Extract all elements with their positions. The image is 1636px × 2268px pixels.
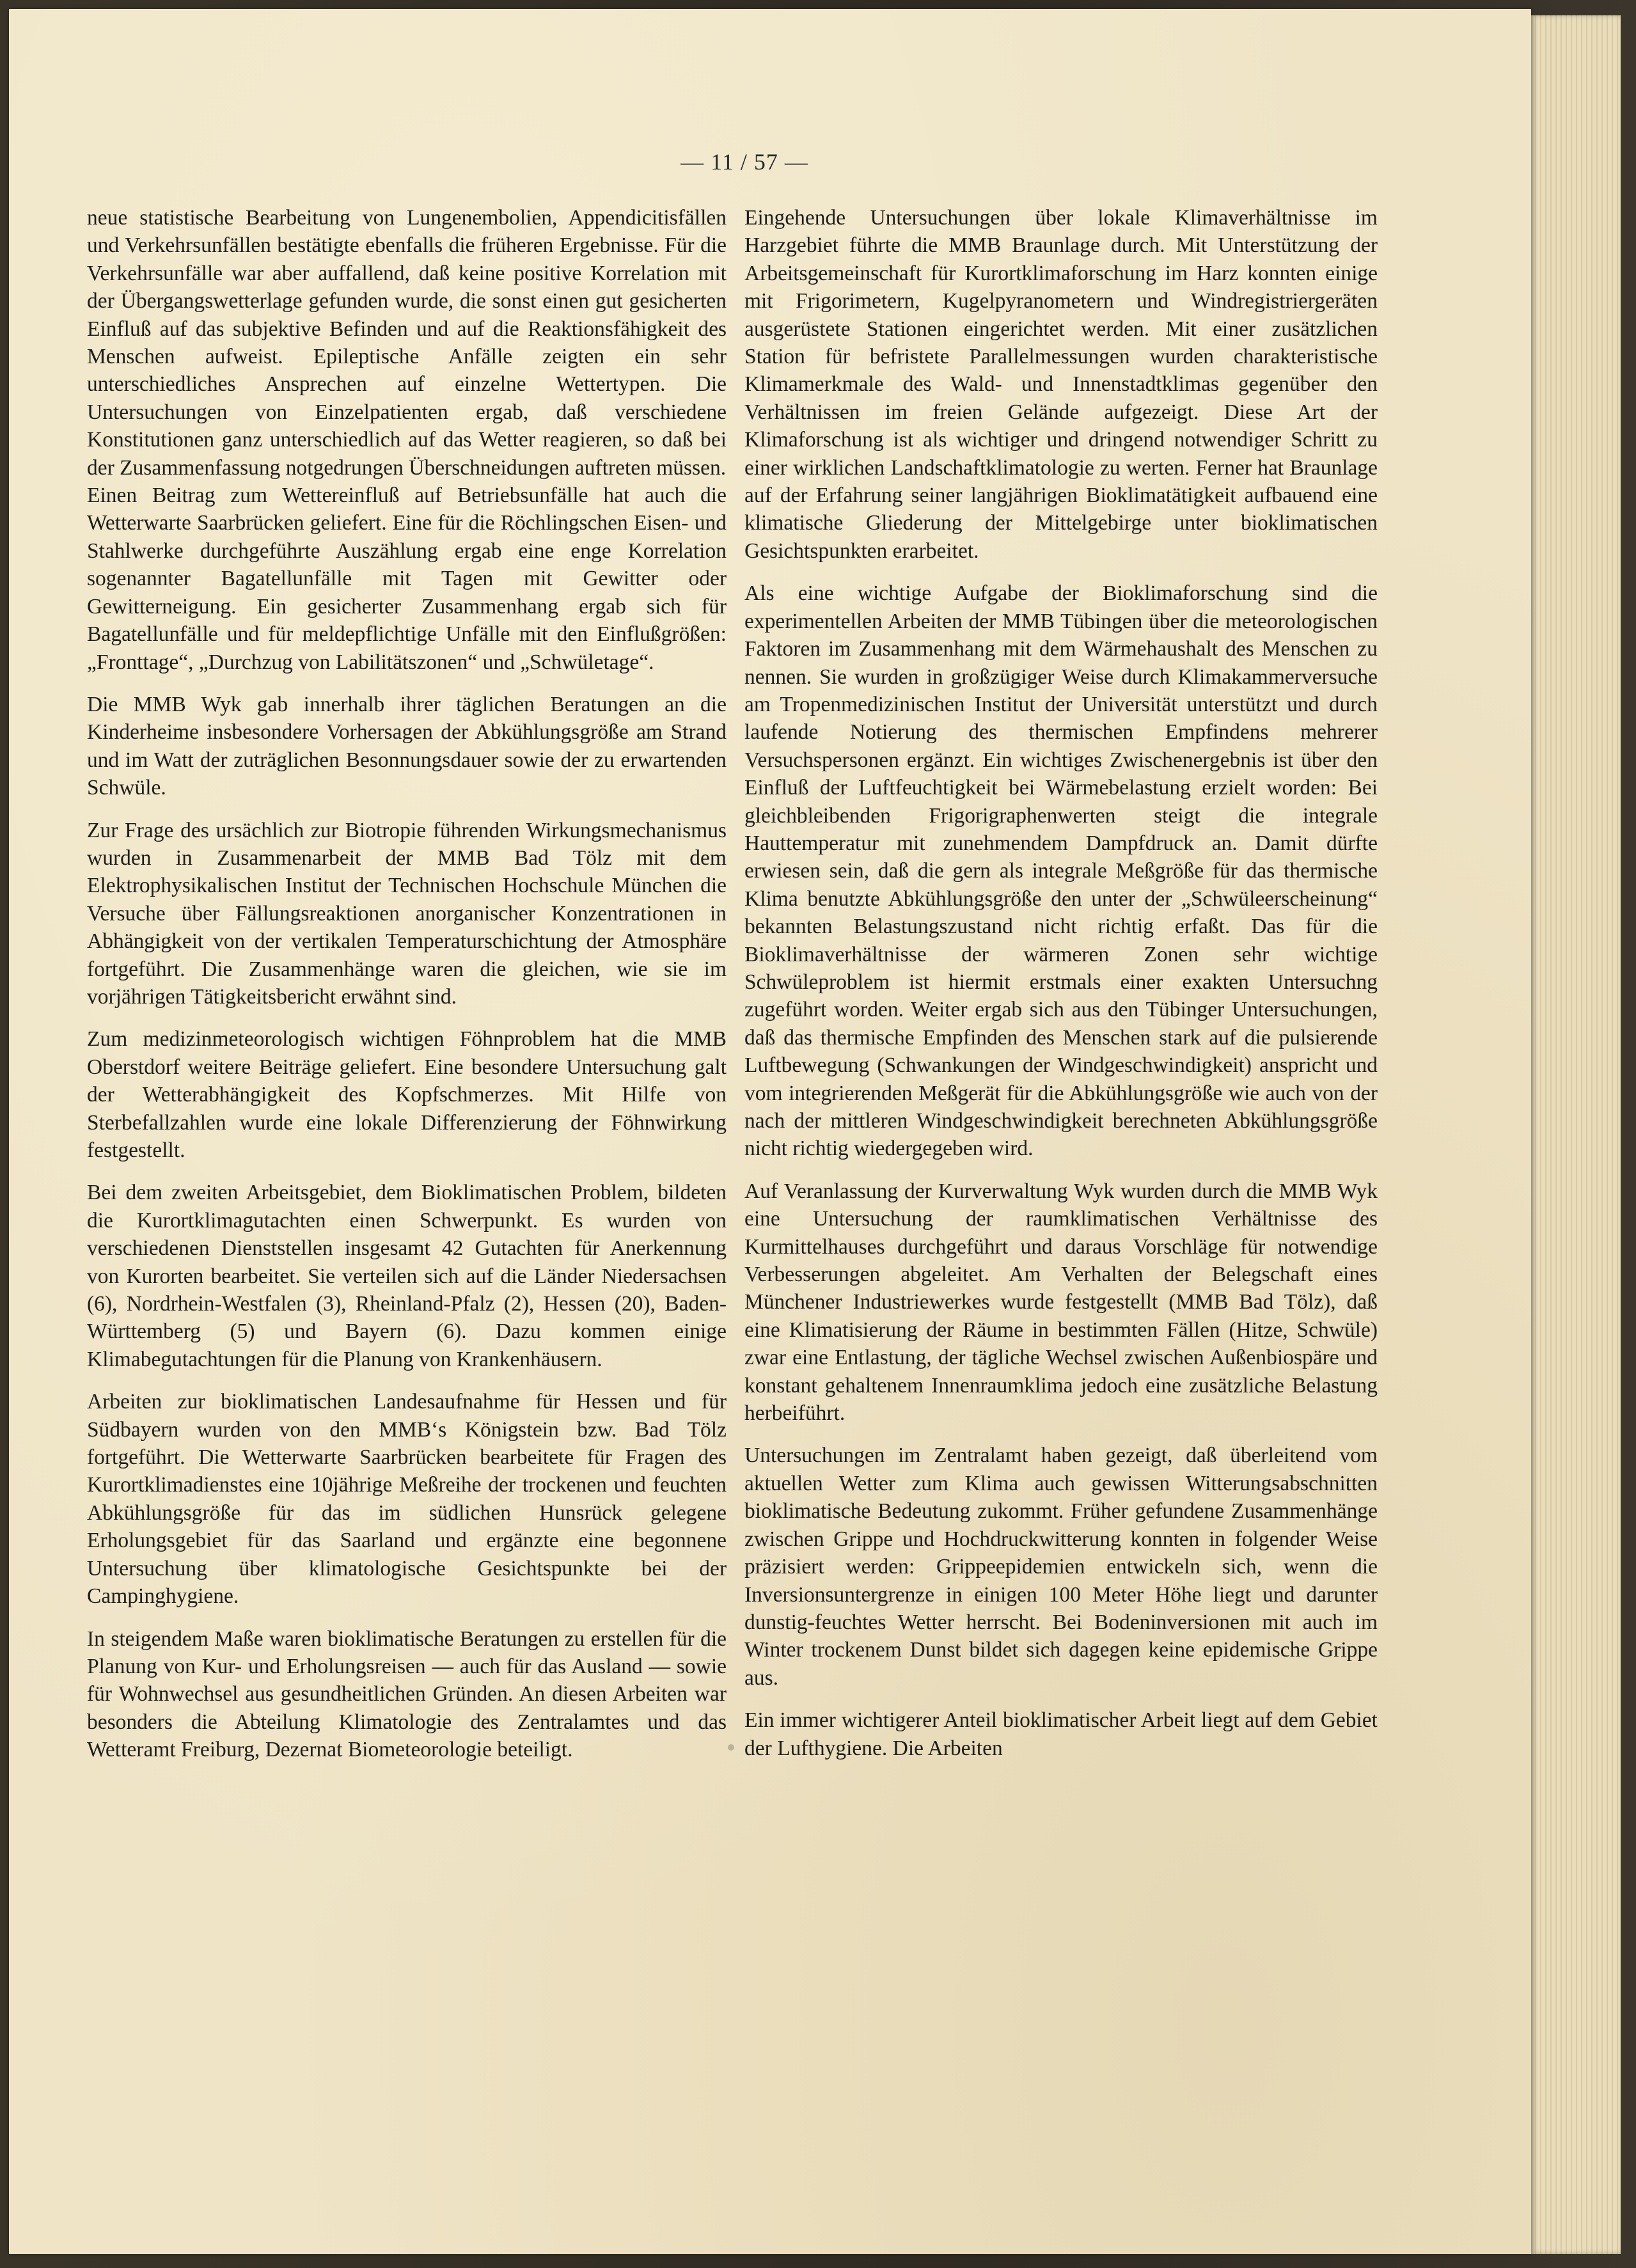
paragraph: Zum medizinmeteorologisch wichtigen Föhnproblem hat die MMB Oberstdorf weitere Beiträge geliefert. Eine besondere Untersuchung galt der Wetterabhängigkeit des Kopfschmerzes. Mit Hilfe von Sterbefallzahlen wurde eine lokale Differenzierung der Föhnwirkung festgestellt. xyxy=(87,1027,727,1162)
paragraph: Ein immer wichtigerer Anteil bioklimatischer Arbeit liegt auf dem Gebiet der Lufthygiene. Die Arbeiten xyxy=(744,1708,1378,1760)
paragraph: Auf Veranlassung der Kurverwaltung Wyk wurden durch die MMB Wyk eine Untersuchung der raumklimatischen Verhältnisse des Kurmittelhauses durchgeführt und daraus Vorschläge für notwendige Verbesserungen abgeleitet. Am Verhalten der Belegschaft eines Münchener Industriewerkes wurde festgestellt (MMB Bad Tölz), daß eine Klimatisierung der Räume in bestimmten Fällen (Hitze, Schwüle) zwar eine Entlastung, der tägliche Wechsel zwischen Außenbiospäre und konstant gehaltenem Innenraumklima jedoch eine zusätzliche Belastung herbeiführt. xyxy=(744,1179,1378,1426)
right-column xyxy=(744,204,1378,1777)
paragraph: neue statistische Bearbeitung von Lungenembolien, Appendicitisfällen und Verkehrsunfällen bestätigte ebenfalls die früheren Ergebnisse. Für die Verkehrsunfälle war aber auffallend, daß keine positive Korrelation mit der Übergangswetterlage gefunden wurde, die sonst einen gut gesicherten Einfluß auf das subjektive Befinden und auf die Reaktionsfähigkeit des Menschen aufweist. Epileptische Anfälle zeigten ein sehr unterschiedliches Ansprechen auf einzelne Wettertypen. Die Untersuchungen von Einzelpatienten ergab, daß verschiedene Konstitutionen ganz unterschiedlich auf das Wetter reagieren, so daß bei der Zusammenfassung notgedrungen Überschneidungen auftreten müssen. xyxy=(87,206,727,480)
paragraph: Zur Frage des ursächlich zur Biotropie führenden Wirkungsmechanismus wurden in Zusammenarbeit der MMB Bad Tölz mit dem Elektrophysikalischen Institut der Technischen Hochschule München die Versuche über Fällungsreaktionen anorganischer Konzentrationen in Abhängigkeit von der vertikalen Temperaturschichtung der Atmosphäre fortgeführt. Die Zusammenhänge waren die gleichen, wie sie im vorjährigen Tätigkeitsbericht erwähnt sind. xyxy=(87,818,727,1009)
paragraph: Untersuchungen im Zentralamt haben gezeigt, daß überleitend vom aktuellen Wetter zum Klima auch gewissen Witterungsabschnitten bioklimatische Bedeutung zukommt. Früher gefundene Zusammenhänge zwischen Grippe und Hochdruckwitterung konnten in folgender Weise präzisiert werden: Grippeepidemien entwickeln sich, wenn die Inversionsuntergrenze in einigen 100 Meter Höhe liegt und darunter dunstig-feuchtes Wetter herrscht. Bei Bodeninversionen mit auch im Winter trockenem Dunst bildet sich dagegen keine epidemische Grippe aus. xyxy=(744,1444,1378,1690)
paragraph: Eingehende Untersuchungen über lokale Klimaverhältnisse im Harzgebiet führte die MMB Braunlage durch. Mit Unterstützung der Arbeitsgemeinschaft für Kurortklimaforschung im Harz konnten einige mit Frigorimetern, Kugelpyranometern und Windregistriergeräten ausgerüstete Stationen eingerichtet werden. Mit einer zusätzlichen Station für befristete Parallelmessungen wurden charakteristische Klimamerkmale des Wald- und Innenstadtklimas gegenüber den Verhältnissen im freien Gelände aufgezeigt. Diese Art der Klimaforschung ist als wichtiger und dringend notwendiger Schritt zu einer wirklichen Landschaftklimatologie zu werten. Ferner hat Braunlage auf der Erfahrung seiner langjährigen Bioklimatätigkeit aufbauend eine klimatische Gliederung der Mittelgebirge unter bioklimatischen Gesichtspunkten erarbeitet. xyxy=(744,206,1378,563)
document-page xyxy=(9,9,1531,2254)
left-column xyxy=(87,204,727,1779)
paragraph: In steigendem Maße waren bioklimatische Beratungen zu erstellen für die Planung von Kur- und Erholungsreisen — auch für das Ausland — sowie für Wohnwechsel aus gesundheitlichen Gründen. An diesen Arbeiten war besonders die Abteilung Klimatologie des Zentralamtes und das Wetteramt Freiburg, Dezernat Biometeorologie beteiligt. xyxy=(87,1626,727,1762)
scan-smudge xyxy=(728,1744,734,1751)
paragraph: Einen Beitrag zum Wettereinfluß auf Betriebsunfälle hat auch die Wetterwarte Saarbrücken geliefert. Eine für die Röchlingschen Eisen- und Stahlwerke durchgeführte Auszählung ergab eine enge Korrelation sogenannter Bagatellunfälle mit Tagen mit Gewitter oder Gewitterneigung. Ein gesicherter Zusammenhang ergab sich für Bagatellunfälle und für meldepflichtige Unfälle mit den Einflußgrößen: „Fronttage“, „Durchzug von Labilitätszonen“ und „Schwületage“. xyxy=(87,484,727,674)
paragraph: Die MMB Wyk gab innerhalb ihrer täglichen Beratungen an die Kinderheime insbesondere Vorhersagen der Abkühlungsgröße am Strand und im Watt der zuträglichen Besonnungsdauer sowie der zu erwartenden Schwüle. xyxy=(87,692,727,800)
page-edge-stack xyxy=(1531,15,1621,2254)
page-number: — 11 / 57 — xyxy=(680,149,808,175)
paragraph: Arbeiten zur bioklimatischen Landesaufnahme für Hessen und für Südbayern wurden von den MMB‘s Königstein bzw. Bad Tölz fortgeführt. Die Wetterwarte Saarbrücken bearbeitete für Fragen des Kurortklimadienstes eine 10jährige Meßreihe der trockenen und feuchten Abkühlungsgröße für das im südlichen Hunsrück gelegene Erholungsgebiet für das Saarland und ergänzte eine begonnene Untersuchung über klimatologische Gesichtspunkte bei der Campinghygiene. xyxy=(87,1390,727,1609)
paragraph: Als eine wichtige Aufgabe der Bioklimaforschung sind die experimentellen Arbeiten der MMB Tübingen über die meteorologischen Faktoren im Zusammenhang mit dem Wärmehaushalt des Menschen zu nennen. Sie wurden in großzügiger Weise durch Klimakammerversuche am Tropenmedizinischen Institut der Universität unterstützt und durch laufende Notierung des thermischen Empfindens mehrerer Versuchspersonen ergänzt. Ein wichtiges Zwischenergebnis ist über den Einfluß der Luftfeuchtigkeit bei Wärmebelastung erzielt worden: Bei gleichbleibenden Frigorigraphenwerten steigt die integrale Hauttemperatur mit zunehmendem Dampfdruck an. Damit dürfte erwiesen sein, daß die gern als integrale Meßgröße für das thermische Klima benutzte Abkühlungsgröße den unter der „Schwüleerscheinung“ bekannten Belastungszustand nicht richtig erfaßt. Das für die Bioklimaverhältnisse der wärmeren Zonen sehr wichtige Schwüleproblem ist hiermit erstmals einer exakten Untersuchng zugeführt worden. Weiter ergab sich aus den Tübinger Untersuchungen, daß das thermische Empfinden des Menschen stark auf die pulsierende Luftbewegung (Schwankungen der Windgeschwindigkeit) anspricht und vom integrierenden Meßgerät für die Abkühlungsgröße wie auch von der nach der mittleren Windgeschwindigkeit berechneten Abkühlungsgröße nicht richtig wiedergegeben wird. xyxy=(744,581,1378,1161)
paragraph: Bei dem zweiten Arbeitsgebiet, dem Bioklimatischen Problem, bildeten die Kurortklimagutachten einen Schwerpunkt. Es wurden von verschiedenen Dienststellen insgesamt 42 Gutachten für Anerkennung von Kurorten bearbeitet. Sie verteilen sich auf die Länder Niedersachsen (6), Nordrhein-Westfalen (3), Rheinland-Pfalz (2), Hessen (20), Baden-Württemberg (5) und Bayern (6). Dazu kommen einige Klimabegutachtungen für die Planung von Krankenhäusern. xyxy=(87,1181,727,1371)
